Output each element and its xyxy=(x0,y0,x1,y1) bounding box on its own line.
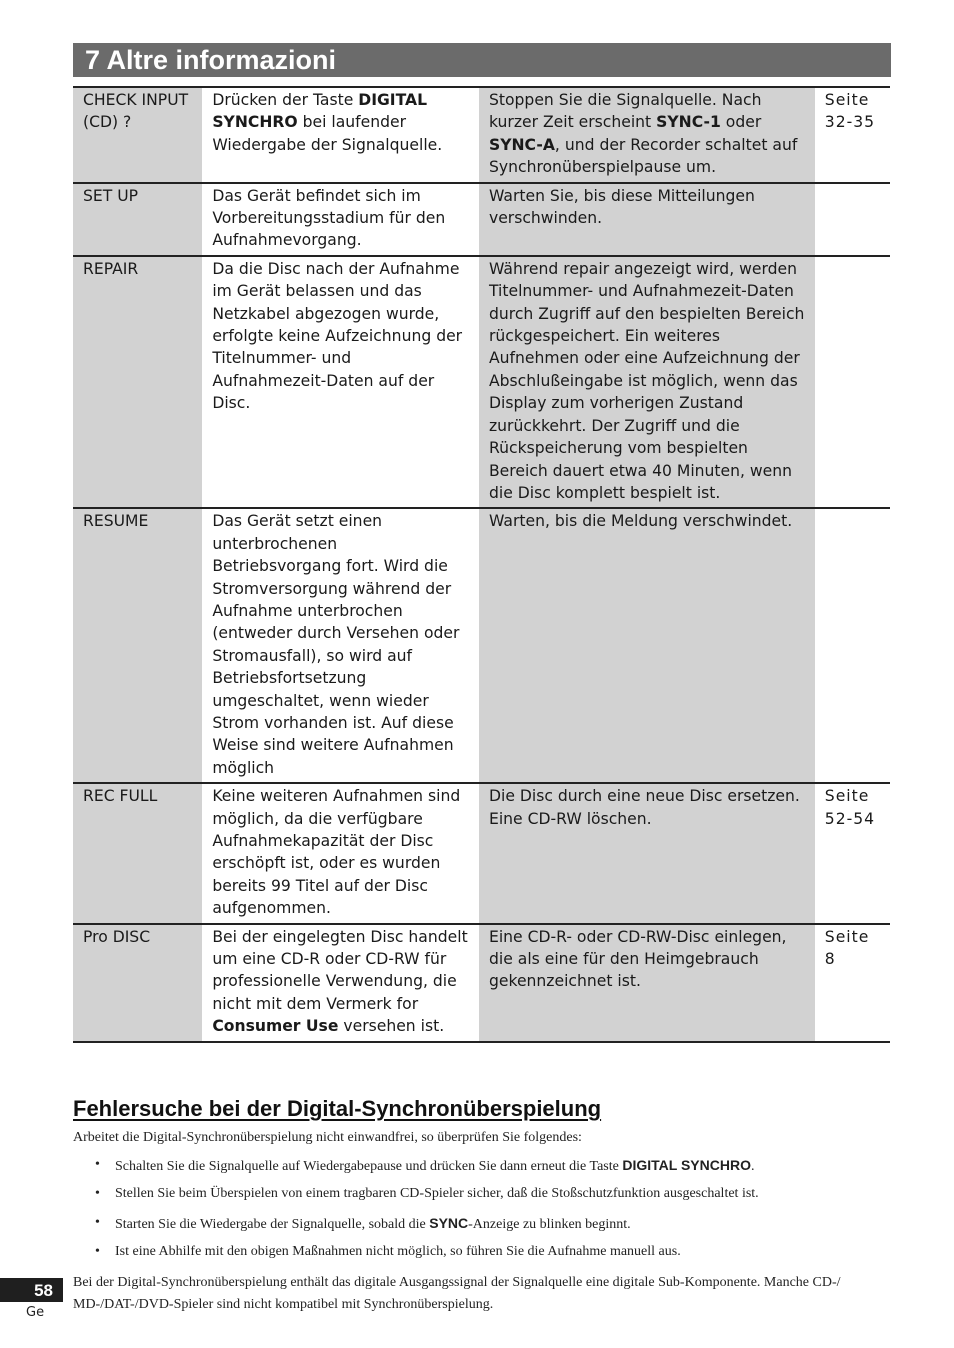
cause-cell xyxy=(202,256,479,508)
bold-text: DIGITAL SYNCHRO xyxy=(212,91,428,132)
action-cell xyxy=(479,256,815,508)
page-reference-cell: Seite 8 xyxy=(815,924,890,1042)
cause-cell xyxy=(202,183,479,256)
text-run: bei laufender Wiedergabe der Signalquelle. xyxy=(212,113,443,154)
text-run: Bei der eingelegten Disc handelt um eine CD-R oder CD-RW für professionelle Verwendung, die nicht mit dem Vermerk for xyxy=(212,927,468,1013)
error-code-cell: REPAIR xyxy=(73,256,202,508)
chapter-header-bar xyxy=(73,43,891,77)
error-code-cell: REC FULL xyxy=(73,783,202,923)
page-reference-cell: Seite 52-54 xyxy=(815,783,890,923)
bold-text: Consumer Use xyxy=(212,1017,339,1036)
bold-text: SYNC xyxy=(429,1215,469,1231)
text-run: Das Gerät befindet sich im Vorbereitungsstadium für den Aufnahmevorgang. xyxy=(212,186,446,250)
action-cell xyxy=(479,183,815,256)
text-run: Keine weiteren Aufnahmen sind möglich, da die verfügbare Aufnahmekapazität der Disc erschöpft ist, oder es wurden bereits 99 Titel auf der Disc aufgenommen. xyxy=(212,787,461,918)
text-run: Die Disc durch eine neue Disc ersetzen. Eine CD-RW löschen. xyxy=(488,787,800,828)
text-run: Warten, bis die Meldung verschwindet. xyxy=(488,512,793,531)
compatibility-note: Bei der Digital-Synchronüberspielung enthält das digitale Ausgangssignal der Signalquelle eine digitale Sub-Komponente. Manche CD-/ MD-/DAT-/DVD-Spieler sind nicht kompatibel mit Synchronüberspielung. xyxy=(73,1275,841,1312)
page-number-tab xyxy=(0,1278,63,1302)
text-run: versehen ist. xyxy=(338,1017,445,1036)
action-cell xyxy=(479,924,815,1042)
text-run: Stellen Sie beim Überspielen von einem tragbaren CD-Spieler sicher, daß die Stoßschutzfunktion ausgeschaltet ist. xyxy=(115,1186,759,1201)
error-message-table-body xyxy=(73,87,890,1042)
section-title: Fehlersuche bei der Digital-Synchronüberspielung xyxy=(73,1096,602,1121)
table-row xyxy=(73,924,890,1042)
bold-text: SYNC-A xyxy=(488,135,555,154)
text-run: oder xyxy=(720,113,762,132)
page-reference-cell xyxy=(815,183,890,256)
bold-text: SYNC-1 xyxy=(656,113,721,132)
section-intro: Arbeitet die Digital-Synchronüberspielung nicht einwandfrei, so überprüfen Sie folgendes: xyxy=(73,1130,582,1145)
text-run: Warten Sie, bis diese Mitteilungen verschwinden. xyxy=(488,186,755,228)
list-item xyxy=(95,1213,759,1242)
table-row xyxy=(73,508,890,783)
text-run: -Anzeige zu blinken beginnt. xyxy=(468,1217,631,1232)
text-run: Das Gerät setzt einen unterbrochenen Betriebsvorgang fort. Wird die Stromversorgung während der Aufnahme unterbrochen (entweder durch Versehen oder Stromausfall), so wird auf Betriebsfortsetzung umgeschaltet, wenn wieder Strom vorhanden ist. Auf diese Weise sind weitere Aufnahmen möglich xyxy=(212,512,460,777)
error-code-cell: CHECK INPUT (CD) ? xyxy=(73,87,202,183)
page-reference-cell: Seite 32-35 xyxy=(815,87,890,183)
cause-cell xyxy=(202,924,479,1042)
text-run: Stoppen Sie die Signalquelle. Nach kurzer Zeit erscheint xyxy=(488,91,762,132)
page-number: 58 xyxy=(34,1281,53,1300)
page-reference-cell xyxy=(815,256,890,508)
page-reference-cell xyxy=(815,508,890,783)
text-run: Während repair angezeigt wird, werden Titelnummer- und Aufnahmezeit-Daten durch Zugriff auf den bespielten Bereich rückgespeichert. Ein weiteres Aufnehmen oder eine Aufzeichnung der Abschlußeingabe ist möglich, wenn das Display zum vorherigen Zustand zurückkehrt. Der Zugriff und die Rückspeicherung vom bespielten Bereich dauert etwa 40 Minuten, wenn die Disc komplett bespielt ist. xyxy=(488,259,805,502)
list-item xyxy=(95,1155,759,1184)
error-code-cell: SET UP xyxy=(73,183,202,256)
table-row xyxy=(73,183,890,256)
error-code-cell: RESUME xyxy=(73,508,202,783)
table-row xyxy=(73,783,890,923)
table-row xyxy=(73,256,890,508)
error-code-cell: Pro DISC xyxy=(73,924,202,1042)
text-run: , und der Recorder schaltet auf Synchronüberspielpause um. xyxy=(488,135,798,177)
list-item xyxy=(95,1184,759,1213)
troubleshooting-list xyxy=(95,1155,759,1271)
page-language: Ge xyxy=(26,1305,45,1320)
action-cell xyxy=(479,508,815,783)
bold-text: DIGITAL SYNCHRO xyxy=(622,1157,751,1173)
cause-cell xyxy=(202,87,479,183)
text-run: Ist eine Abhilfe mit den obigen Maßnahmen nicht möglich, so führen Sie die Aufnahme manuell aus. xyxy=(115,1244,681,1259)
error-message-table xyxy=(73,86,890,1043)
text-run: Eine CD-R- oder CD-RW-Disc einlegen, die als eine für den Heimgebrauch gekennzeichnet ist. xyxy=(488,927,787,991)
cause-cell xyxy=(202,508,479,783)
text-run: Da die Disc nach der Aufnahme im Gerät belassen und das Netzkabel abgezogen wurde, erfolgte keine Aufzeichnung der Titelnummer- und Aufnahmezeit-Daten auf der Disc. xyxy=(212,259,463,413)
list-item xyxy=(95,1242,759,1271)
action-cell xyxy=(479,87,815,183)
cause-cell xyxy=(202,783,479,923)
action-cell xyxy=(479,783,815,923)
text-run: Schalten Sie die Signalquelle auf Wiedergabepause und drücken Sie dann erneut die Taste xyxy=(115,1159,623,1174)
table-row xyxy=(73,87,890,183)
text-run: . xyxy=(750,1159,755,1174)
text-run: Drücken der Taste xyxy=(212,91,359,109)
chapter-title: 7 Altre informazioni xyxy=(85,45,337,75)
text-run: Starten Sie die Wiedergabe der Signalquelle, sobald die xyxy=(115,1217,430,1232)
